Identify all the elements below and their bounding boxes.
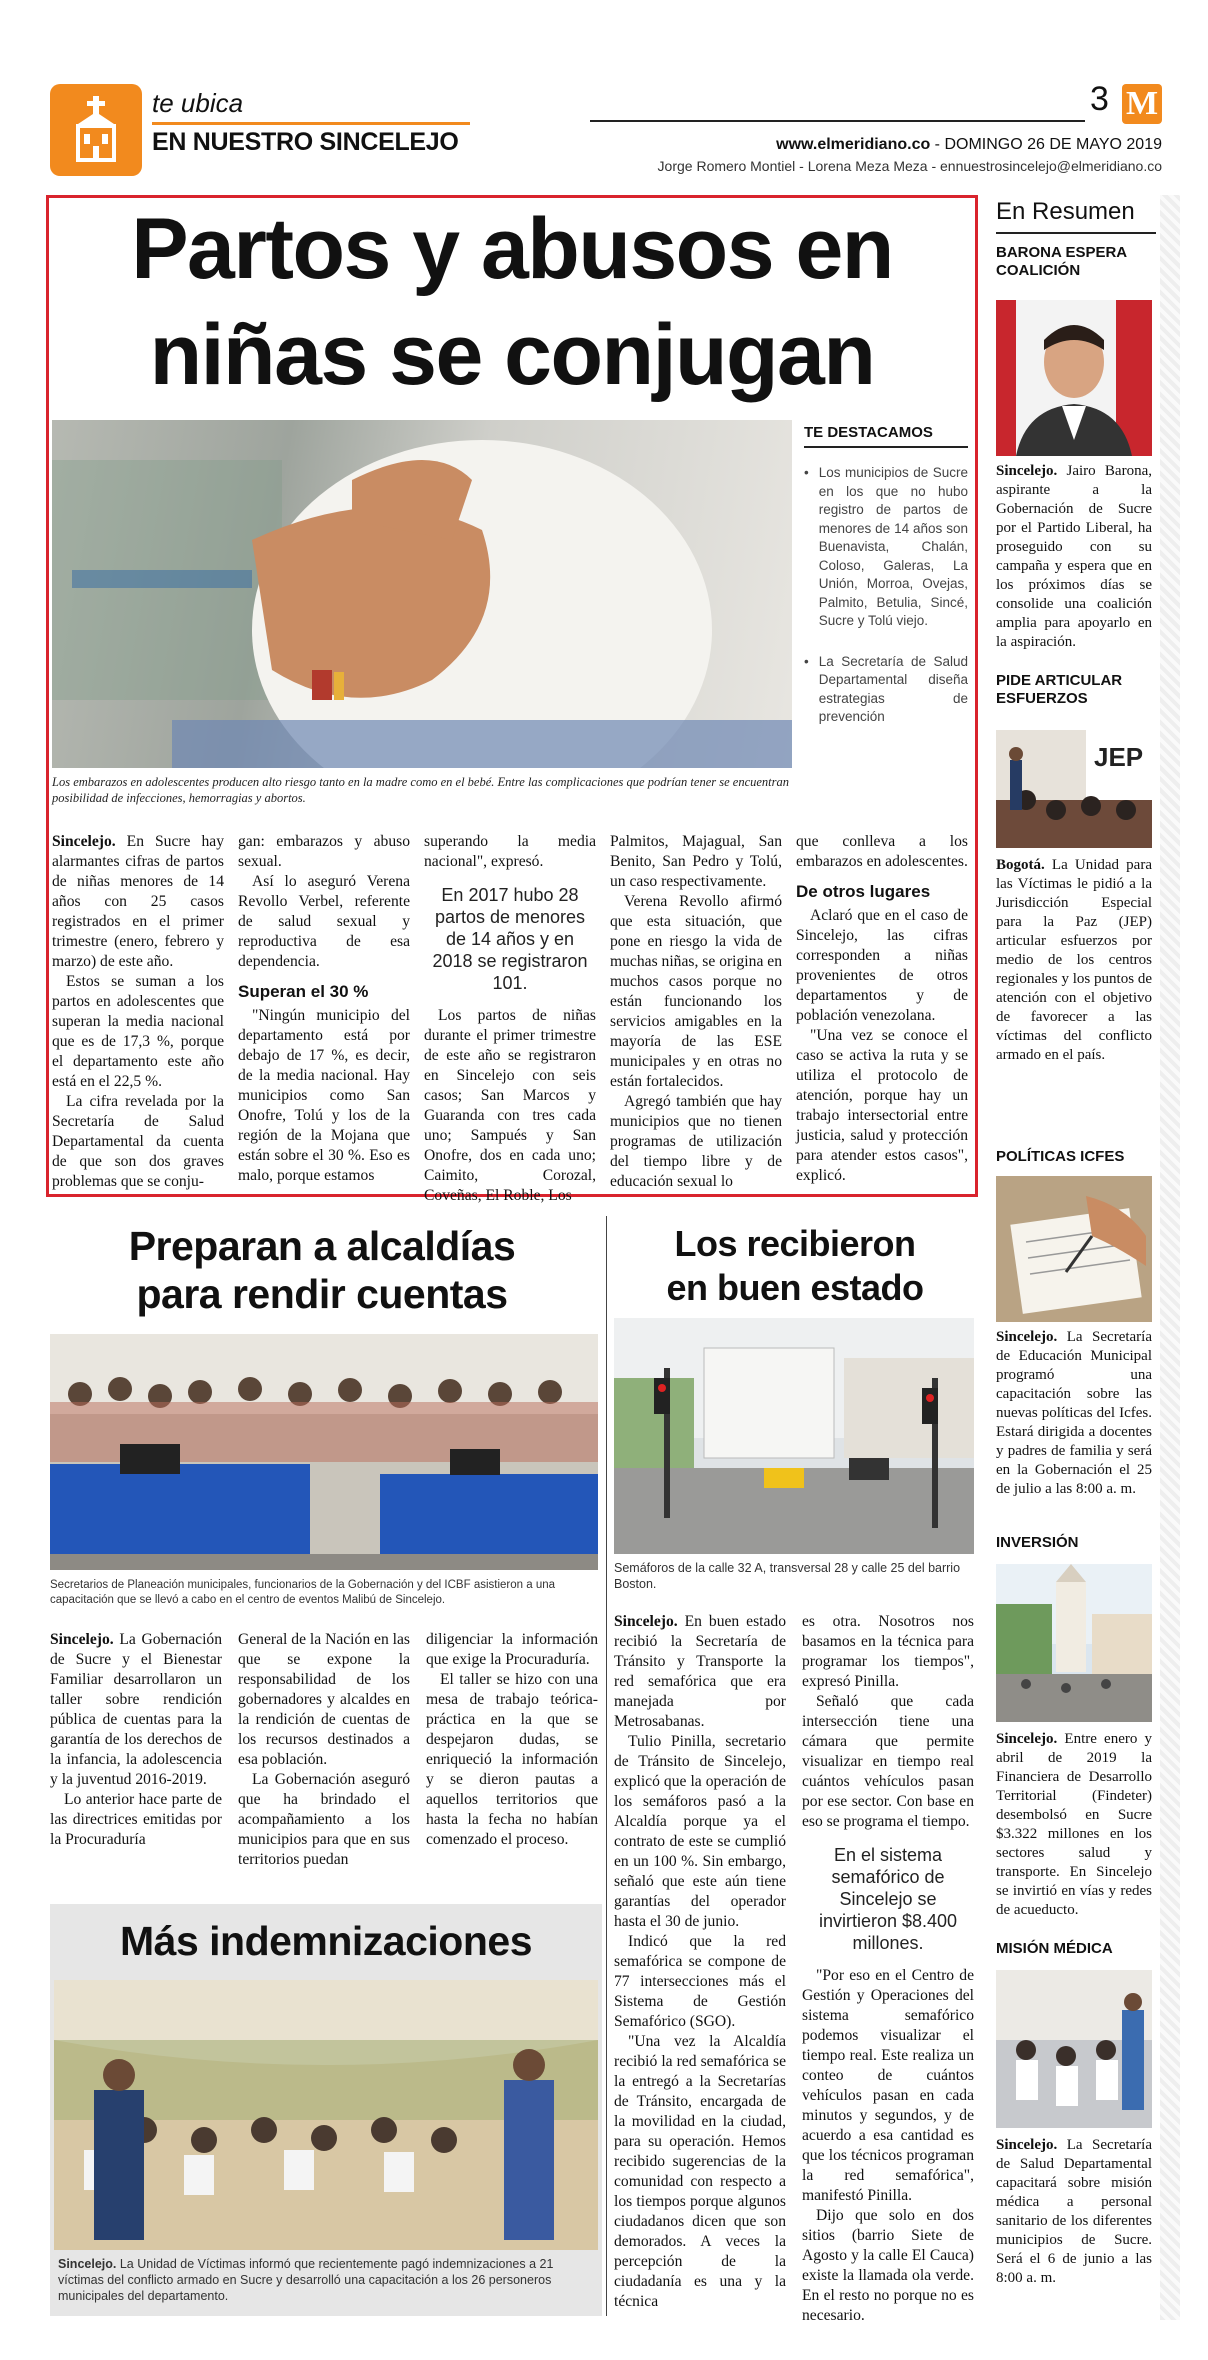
sidebar-item-text: Sincelejo. La Secretaría de Educación Municipal programó una capacitación sobre las nuevas políticas del Icfes. Estará dirigida a docentes y padres de familia y será en la Gobernación el 25 de julio a las 8:00 a. m. xyxy=(996,1329,1152,1497)
story4-photo xyxy=(614,1318,974,1554)
sidebar-item-text: Sincelejo. La Secretaría de Salud Departamental capacitará sobre misión médica a personal sanitario de los diferentes municipios de Sucre. Será el 6 de junio a las 8:00 a. m. xyxy=(996,2137,1152,2286)
sidebar-item-text: Bogotá. La Unidad para las Víctimas le pidió a la Jurisdicción Especial para la Paz (JEP) articular esfuerzos por medio de los centros regionales y los puntos de atención con el objetivo de favorecer a las víctimas del conflicto armado en el país. xyxy=(996,857,1152,1063)
main-col-3: superando la media nacional", expresó. En 2017 hubo 28 partos de menores de 14 años y en 2018 se registraron 101. Los partos de niñas durante el primer trimestre de este año se registraron en Sincelejo con seis casos; San Marcos y Guaranda con tres cada uno; Sampués y San Onofre, dos en cada uno; Caimito, Corozal, Coveñas, El Roble, Los xyxy=(424,833,596,1204)
header-rule xyxy=(590,120,1085,122)
sidebar-photo-1 xyxy=(996,300,1152,456)
writing-hand-illustration xyxy=(996,1176,1152,1322)
sidebar-item-text: Sincelejo. Jairo Barona, aspirante a la Gobernación de Sucre por el Partido Liberal, ha proseguido con su campaña y espera que en los próximos días se consolide una coalición amplia para apoyarlo en la aspiración. xyxy=(996,463,1152,650)
jep-sign: JEP xyxy=(1094,742,1144,772)
story2-col-2: General de la Nación en las que se expone la responsabilidad de los gobernadores y alcaldes en la rendición de cuentas de los recursos destinados a esa población. La Gobernación aseguró que ha brindado el acompañamiento a los municipios para que en sus territorios puedan xyxy=(238,1631,410,1868)
sidebar-item-head: PIDE ARTICULAR ESFUERZOS xyxy=(996,672,1123,707)
story3-headline: Más indemnizaciones xyxy=(119,1918,532,1964)
sidebar-title: En Resumen xyxy=(996,198,1135,225)
highlights-title: TE DESTACAMOS xyxy=(804,424,933,441)
sidebar-photo-3 xyxy=(996,1176,1152,1322)
main-col-5: que conlleva a los embarazos en adolescentes. De otros lugares Aclaró que en el caso de Sincelejo, las cifras corresponden a niñas provenientes de otros departamentos y de población venezolana. "Una vez se conoce el caso se activa la ruta y se utiliza el protocolo de atención, porque hay un trabajo intersectorial entre justicia, salud y protección para atender estos casos", explicó. xyxy=(796,833,968,1184)
main-col-1: Sincelejo. En Sucre hay alarmantes cifras de partos de niñas menores de 14 años con 25 casos registrados en el primer trimestre (enero, febrero y marzo) de este año. Estos se suman a los partos en adolescentes que superan la media nacional que es de 17,3 %, porque el departamento este año está en el 22,5 %. La cifra revelada por la Secretaría de Salud Departamental da cuenta de que son dos graves problemas que se conju- xyxy=(52,833,224,1190)
traffic-lights-street-illustration xyxy=(614,1318,974,1554)
column-divider xyxy=(606,1216,607,2316)
brand-logo xyxy=(1122,84,1162,124)
subhead: De otros lugares xyxy=(796,882,931,901)
main-photo-caption: Los embarazos en adolescentes producen alto riesgo tanto en la madre como en el bebé. Entre las complicaciones que podrían tener se encuentran posibilidad de infecciones, hemorragias y abortos. xyxy=(52,775,790,805)
issue-date: - DOMINGO 26 DE MAYO 2019 xyxy=(930,136,1162,153)
sidebar-photo-5 xyxy=(996,1970,1152,2128)
highlights-rule xyxy=(804,446,968,448)
main-col-4: Palmitos, Majagual, San Benito, San Pedro y Tolú, un caso respectivamente. Verena Revollo afirmó que esta situación, que pone en riesgo la vida de muchas niñas, se origina en muchos casos porque no están funcionando los servicios amigables en la mayoría de las ESE municipales y en otras no están fortalecidos. Agregó también que hay municipios que no tienen programas de utilización del tiempo libre y de educación sexual lo xyxy=(610,833,782,1190)
pull-quote: En 2017 hubo 28 partos de menores de 14 años y en 2018 se registraron 101. xyxy=(432,885,588,993)
portrait-illustration xyxy=(996,300,1152,456)
sidebar-title-rule xyxy=(996,232,1156,234)
section-logo xyxy=(50,84,142,176)
sidebar-photo-4 xyxy=(996,1564,1152,1722)
highlight-item: • Los municipios de Sucre en los que no hubo registro de partos de menores de 14 años son Buenavista, Chalán, Coloso, Galeras, La Unión, Morroa, Ovejas, Palmito, Betulia, Sincé, Sucre y Tolú viejo. xyxy=(804,464,968,631)
main-headline xyxy=(56,196,968,408)
bullet-icon: • xyxy=(804,465,809,480)
story2-col-3: diligenciar la información que exige la Procuraduría. El taller se hizo con una mesa de trabajo teórica-práctica en la que se despejaron dudas, se enriqueció la información y se dieron pautas a aquellos territorios que hasta la fecha no habían comenzado el proceso. xyxy=(426,1631,598,1848)
street-church-illustration xyxy=(996,1564,1152,1722)
story2-headline: Preparan a alcaldías para rendir cuentas xyxy=(128,1223,516,1317)
meeting-room-illustration xyxy=(50,1334,598,1570)
community-meeting-illustration xyxy=(54,1980,598,2250)
section-kicker: te ubica xyxy=(152,88,244,118)
section-title: EN NUESTRO SINCELEJO xyxy=(152,128,459,156)
pull-quote: En el sistema semafórico de Sincelejo se invirtieron $8.400 millones. xyxy=(818,1845,958,1953)
church-icon xyxy=(50,84,142,176)
story2-photo xyxy=(50,1334,598,1570)
pregnant-belly-illustration xyxy=(52,420,792,768)
story4-headline: Los recibieron en buen estado xyxy=(666,1223,924,1308)
story2-photo-caption: Secretarios de Planeación municipales, funcionarios de la Gobernación y del ICBF asistieron a una capacitación que se llevó a cabo en el centro de eventos Malibú de Sincelejo. xyxy=(50,1579,556,1606)
sidebar-item-head: MISIÓN MÉDICA xyxy=(996,1940,1113,1957)
medical-training-illustration xyxy=(996,1970,1152,2128)
highlights-list xyxy=(804,464,968,727)
sidebar-item-head: INVERSIÓN xyxy=(996,1534,1079,1551)
section-rule xyxy=(152,122,470,125)
main-col-2: gan: embarazos y abuso sexual. Así lo aseguró Verena Revollo Verbel, referente de salud sexual y reproductiva de esa dependencia. Superan el 30 % "Ningún municipio del departamento está por debajo de 17 %, es decir, de la media nacional. Hay municipios como San Onofre, Tolú y los de la región de la Mojana que están sobre el 30 %. Eso es malo, porque estamos xyxy=(238,833,410,1184)
sidebar-item-text: Sincelejo. Entre enero y abril de 2019 la Financiera de Desarrollo Territorial (Findeter) desembolsó en Sucre $3.322 millones en los sectores salud y transporte. En Sincelejo se invirtió en vías y redes de acueducto. xyxy=(996,1731,1152,1918)
highlight-item: • La Secretaría de Salud Departamental diseña estrategias de prevención xyxy=(804,653,968,727)
story2-col-1: Sincelejo. La Gobernación de Sucre y el Bienestar Familiar desarrollaron un taller sobre rendición pública de cuentas para la garantía de los derechos de la infancia, la adolescencia y la juventud 2016-2019. Lo anterior hace parte de las directrices emitidas por la Procuraduría xyxy=(50,1631,222,1848)
sidebar-pattern xyxy=(1160,195,1180,2320)
story4-col-1: Sincelejo. En buen estado recibió la Secretaría de Tránsito y Transporte la red semafórica que era manejada por Metrosabanas. Tulio Pinilla, secretario de Tránsito de Sincelejo, explicó que la operación de los semáforos pasó a la Alcaldía porque ya el contrato de este se cumplió en un 100 %. Sin embargo, señaló que este aún tiene garantías del operador hasta el 30 de junio. Indicó que la red semafórica se compone de 77 intersecciones más el Sistema de Gestión Semafórico (SGO). "Una vez la Alcaldía recibió la red semafórica se la entregó a la Secretarías de Tránsito, encargada de la movilidad en la ciudad, para su operación. Hemos recibido sugerencias de la comunidad con respecto a los tiempos porque algunos ciudadanos dicen que son demorados. A veces la percepción de la ciudadanía es una y la técnica xyxy=(614,1613,786,2310)
bullet-icon: • xyxy=(804,653,809,669)
story3-caption: Sincelejo. La Unidad de Víctimas informó que recientemente pagó indemnizaciones a 21 víctimas del conflicto armado en Sucre y desarrolló una capacitación a los 26 personeros municipales del departamento. xyxy=(58,2257,554,2303)
sidebar-photo-2 xyxy=(996,730,1152,848)
story4-photo-caption: Semáforos de la calle 32 A, transversal 28 y calle 25 del barrio Boston. xyxy=(614,1561,961,1591)
website-link[interactable]: www.elmeridiano.co xyxy=(776,136,931,153)
main-photo xyxy=(52,420,792,768)
sidebar-item-head: BARONA ESPERA COALICIÓN xyxy=(996,244,1127,279)
main-headline-line2: niñas se conjugan xyxy=(149,307,875,403)
main-headline-line1: Partos y abusos en xyxy=(131,201,893,297)
page-number: 3 xyxy=(1090,80,1109,118)
header-authors: Jorge Romero Montiel - Lorena Meza Meza - ennuestrosincelejo@elmeridiano.co xyxy=(657,158,1162,174)
sidebar-item-head: POLÍTICAS ICFES xyxy=(996,1148,1125,1165)
story3-photo xyxy=(54,1980,598,2250)
subhead: Superan el 30 % xyxy=(238,982,369,1001)
story4-col-2: es otra. Nosotros nos basamos en la técnica para programar los tiempos", expresó Pinilla. Señaló que cada intersección tiene una cámara que permite visualizar en tiempo real cuántos vehículos pasan por ese sector. Con base en eso se programa el tiempo. En el sistema semafórico de Sincelejo se invirtieron $8.400 millones. "Por eso en el Centro de Gestión y Operaciones del sistema semafórico podemos visualizar el tiempo real. Este realiza un conteo de cuántos vehículos pasan en cada minutos y segundos, y de acuerdo a esa cantidad es que los técnicos programan la red semafórica", manifestó Pinilla. Dijo que solo en dos sitios (barrio Siete de Agosto y la calle El Cauca) existe la llamada ola verde. En el resto no porque no es necesario. xyxy=(802,1613,974,2324)
brand-letter: M xyxy=(1125,85,1159,122)
header-dateline xyxy=(776,136,1162,154)
